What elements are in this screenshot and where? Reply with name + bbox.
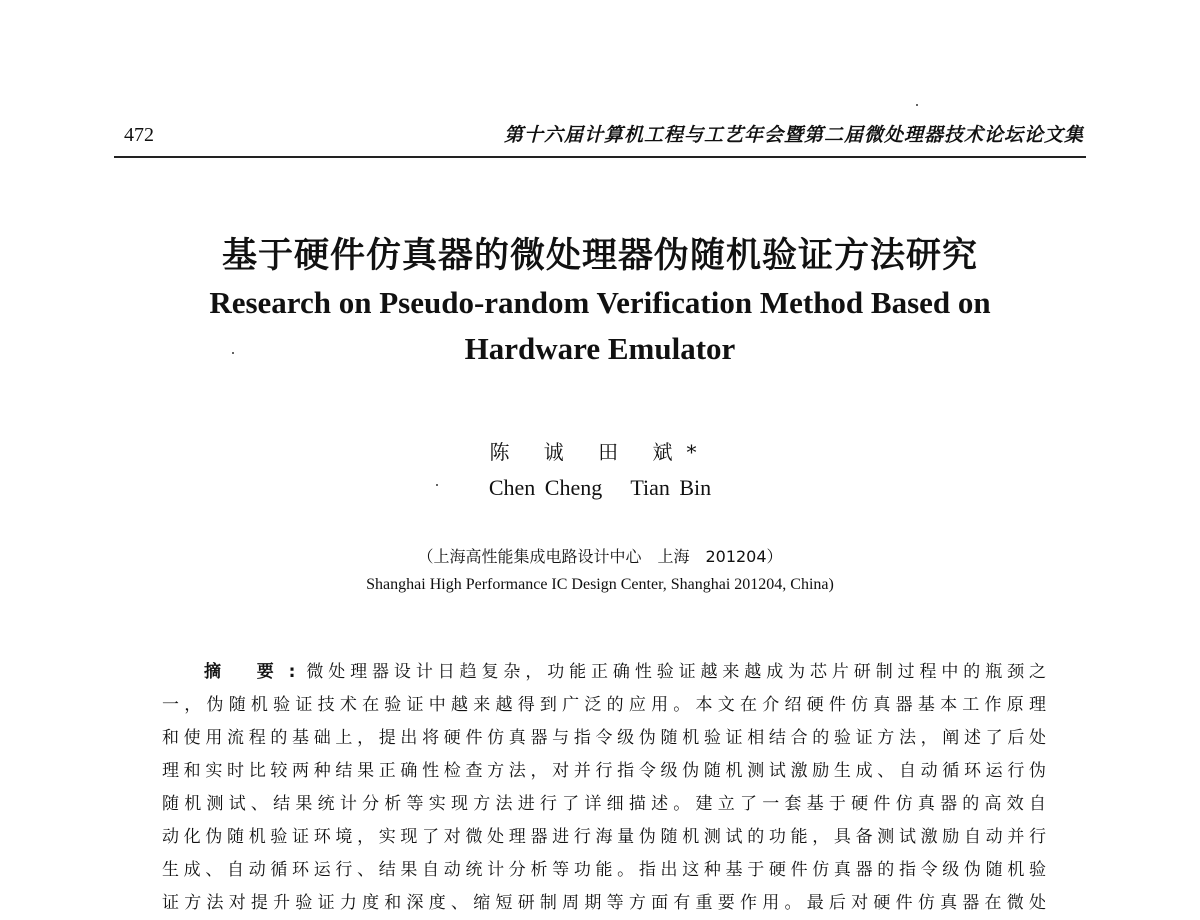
page-number: 472: [124, 124, 154, 146]
paper-title-en-line-2: Hardware Emulator: [464, 331, 736, 366]
running-header: 第十六届计算机工程与工艺年会暨第二届微处理器技术论坛论文集: [503, 124, 1084, 146]
abstract-label: 摘 要:: [204, 662, 306, 682]
authors-en: Chen Cheng Tian Bin: [488, 475, 712, 500]
authors-zh: 陈 诚 田 斌*: [489, 440, 711, 464]
abstract-line: 一，伪随机验证技术在验证中越来越得到广泛的应用。本文在介绍硬件仿真器基本工作原理: [162, 695, 1046, 715]
abstract-line: 和使用流程的基础上，提出将硬件仿真器与指令级伪随机验证相结合的验证方法，阐述了后处: [162, 728, 1046, 748]
abstract-line: [162, 656, 1046, 689]
paper-title-en: [170, 280, 1030, 372]
abstract-line-text: 微处理器设计日趋复杂，功能正确性验证越来越成为芯片研制过程中的瓶颈之: [301, 662, 1047, 682]
abstract-line: 理和实时比较两种结果正确性检查方法，对并行指令级伪随机测试激励生成、自动循环运行伪: [162, 761, 1046, 781]
scan-speck: [436, 484, 438, 486]
abstract-line: 动化伪随机验证环境，实现了对微处理器进行海量伪随机测试的功能，具备测试激励自动并行: [162, 827, 1046, 847]
paper-title-en-line-1: Research on Pseudo-random Verification Method Based on: [209, 285, 991, 320]
affiliation-en: Shanghai High Performance IC Design Center, Shanghai 201204, China): [366, 576, 834, 593]
scan-speck: [916, 104, 918, 106]
abstract-line: 生成、自动循环运行、结果自动统计分析等功能。指出这种基于硬件仿真器的指令级伪随机验: [162, 860, 1046, 880]
scan-speck: [232, 352, 234, 354]
abstract: [162, 656, 1046, 920]
affiliation-zh: （上海高性能集成电路设计中心 上海 201204）: [417, 547, 783, 566]
abstract-line: 证方法对提升验证力度和深度、缩短研制周期等方面有重要作用。最后对硬件仿真器在微处: [162, 893, 1046, 913]
abstract-line: 随机测试、结果统计分析等实现方法进行了详细描述。建立了一套基于硬件仿真器的高效自: [162, 794, 1046, 814]
header-rule: [114, 156, 1086, 158]
paper-title-zh: 基于硬件仿真器的微处理器伪随机验证方法研究: [221, 235, 978, 276]
